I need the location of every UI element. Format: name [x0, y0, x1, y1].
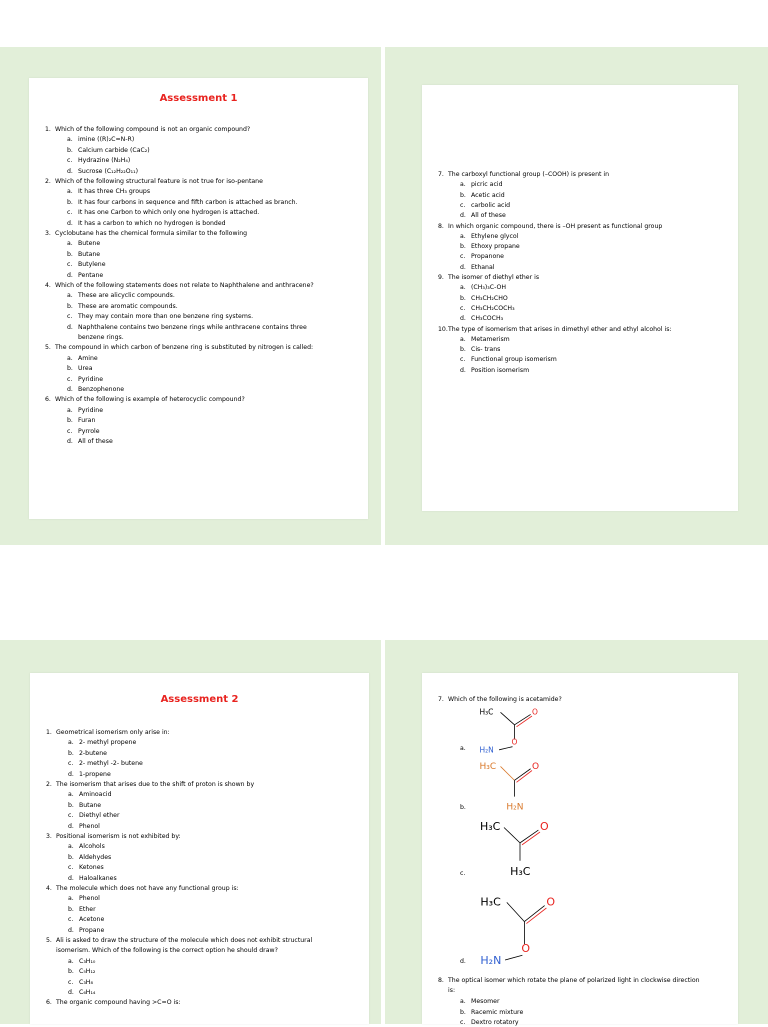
option-letter: b.: [67, 417, 73, 425]
double-bond-line: [517, 771, 533, 783]
double-bond-line: [526, 908, 546, 924]
option-letter: d.: [67, 438, 73, 445]
option-letter: b.: [68, 853, 74, 861]
bond-line: [501, 712, 515, 724]
option-item: [68, 968, 95, 976]
option-letter: c.: [460, 253, 466, 261]
methyl-label: H₃C: [510, 864, 531, 878]
option-text: It has four carbons in sequence and fifth carbon is attached as branch.: [78, 198, 298, 206]
question-body: The type of isomerism that arises in dimethyl ether and ethyl alcohol is:: [448, 325, 672, 333]
option-item: [67, 376, 103, 384]
question-text: [438, 171, 609, 179]
option-item: [68, 906, 96, 914]
methyl-label: H₃C: [479, 761, 497, 772]
amine-label: H₂N: [506, 802, 524, 813]
option-text: Butylene: [78, 261, 106, 269]
option-item: [68, 843, 105, 851]
amine-label: H₂N: [480, 954, 502, 967]
option-item: [460, 202, 510, 210]
option-text: Metamerism: [471, 335, 510, 343]
double-bond-line: [515, 714, 531, 724]
option-letter: d.: [67, 386, 73, 393]
question-text: [46, 833, 181, 841]
option-text: Dextro rotatory: [471, 1018, 519, 1026]
question-number: 4.: [45, 282, 51, 289]
option-item: [460, 315, 503, 323]
option-item: [460, 1009, 523, 1017]
option-letter: a.: [68, 843, 74, 851]
option-item: [67, 428, 100, 436]
assessment1-page2: [422, 85, 738, 511]
oxygen-label: O: [546, 895, 556, 909]
option-letter: d.: [67, 167, 73, 175]
option-text: carbolic acid: [471, 201, 511, 209]
option-item: [460, 243, 520, 251]
question-number: 4.: [46, 885, 52, 892]
option-text: picric acid: [471, 181, 503, 189]
option-text: Butene: [78, 240, 101, 248]
option-text: Ether: [79, 905, 96, 913]
option-item: [460, 356, 557, 364]
bond-line: [499, 747, 512, 750]
option-text: 2- methyl propene: [79, 739, 137, 747]
option-text: Ethanal: [471, 263, 495, 271]
option-letter: a.: [68, 895, 74, 903]
option-text: It has a carbon to which no hydrogen is bonded: [78, 219, 226, 227]
option-letter: b.: [67, 365, 73, 373]
option-item: [68, 916, 104, 924]
option-item: [68, 791, 112, 799]
option-text: All of these: [471, 212, 506, 220]
option-letter: a.: [67, 136, 73, 144]
question-body: The isomer of diethyl ether is: [448, 274, 540, 281]
question-number: 5.: [45, 344, 51, 352]
option-text: Aldehydes: [79, 853, 112, 861]
acetamide-candidate-structure: [476, 703, 546, 755]
option-item: [67, 147, 150, 155]
question-number: 1.: [46, 729, 52, 736]
double-bond-line: [522, 832, 540, 845]
question-text: [45, 282, 314, 290]
option-item: [68, 979, 93, 987]
option-text: Position isomerism: [471, 366, 530, 374]
option-letter: a.: [67, 406, 73, 414]
option-text: CH₃COCH₃: [471, 315, 504, 323]
question-body: The optical isomer which rotate the plane of polarized light in clockwise direction: [448, 977, 700, 984]
option-item: [68, 854, 111, 862]
option-text-continued: benzene rings.: [78, 334, 124, 341]
option-item: [460, 336, 510, 344]
option-item: [67, 303, 178, 311]
option-letter: c.: [67, 209, 73, 217]
question-text: [46, 937, 312, 945]
option-letter: d.: [68, 926, 74, 934]
option-item: [460, 284, 506, 292]
option-item: [67, 417, 95, 425]
option-item: [67, 261, 106, 269]
option-text: 2-butene: [79, 749, 107, 757]
option-text: Sucrose (C₁₂H₂₂O₁₁): [78, 167, 138, 175]
option-item: [67, 157, 130, 165]
question-text-continued: isomerism. Which of the following is the correct option he should draw?: [56, 947, 278, 955]
option-item: [460, 295, 508, 303]
question-body: Which of the following structural feature is not true for iso-pentane: [55, 178, 263, 185]
option-text: These are alicyclic compounds.: [78, 292, 175, 300]
bond-line: [505, 955, 522, 960]
option-item: [68, 802, 101, 810]
option-text: Butane: [78, 250, 101, 258]
option-letter: d.: [67, 271, 73, 279]
option-letter: c.: [68, 864, 74, 872]
question-text: [438, 223, 662, 231]
option-item: [68, 771, 111, 779]
option-text: These are aromatic compounds.: [78, 302, 178, 310]
double-bond-line: [515, 769, 531, 781]
option-item: [460, 305, 515, 313]
page-title: Assessment 1: [159, 93, 238, 104]
option-letter: d.: [68, 770, 74, 778]
option-letter: b.: [460, 294, 466, 302]
option-text: 2- methyl -2- butene: [79, 760, 143, 768]
option-text: Pyrrole: [78, 427, 100, 435]
option-letter: d.: [460, 212, 466, 220]
question-number: 3.: [46, 833, 52, 840]
oxygen-label: O: [540, 820, 549, 834]
option-letter: c.: [460, 201, 466, 209]
option-text: C₃H₈: [79, 978, 93, 986]
option-letter: c.: [68, 916, 74, 924]
bond-line: [504, 828, 520, 843]
option-item: [67, 168, 138, 176]
option-letter: d.: [67, 323, 73, 331]
option-letter: d.: [460, 366, 466, 374]
question-number: 8.: [438, 222, 444, 230]
option-text: Acetic acid: [471, 191, 505, 199]
option-text: It has one Carbon to which only one hydrogen is attached.: [78, 209, 260, 217]
question-body: The carboxyl functional group (–COOH) is present in: [448, 171, 610, 178]
option-letter: b.: [68, 968, 74, 976]
question-text: [45, 178, 263, 186]
option-text: Pentane: [78, 271, 104, 279]
option-text: Diethyl ether: [79, 812, 120, 820]
option-text: Furan: [78, 417, 96, 425]
question-number: 9.: [438, 274, 444, 281]
option-item: [67, 386, 124, 394]
question-number: 7.: [438, 696, 444, 703]
methyl-label: H₃C: [480, 895, 501, 909]
option-text: Phenol: [79, 895, 100, 903]
question-text: [45, 230, 247, 238]
option-letter: d.: [460, 315, 466, 323]
option-letter: b.: [460, 243, 466, 251]
option-item: [68, 864, 104, 872]
option-letter: d.: [68, 822, 74, 830]
molecule-option-letter: a.: [460, 745, 466, 752]
option-letter: b.: [460, 1008, 466, 1016]
option-item: [67, 313, 253, 321]
question-text: [46, 999, 181, 1007]
question-number: 2.: [45, 178, 51, 185]
option-letter: c.: [460, 1018, 466, 1026]
option-item: [67, 240, 100, 248]
question-text: [46, 885, 239, 893]
option-text: Racemic mixture: [471, 1008, 524, 1016]
option-text: It has three CH₃ groups: [78, 188, 151, 196]
option-text: Ethylene glycol: [471, 232, 519, 240]
double-bond-line: [520, 830, 538, 843]
option-letter: a.: [460, 181, 466, 189]
question-body: Ali is asked to draw the structure of the molecule which does not exhibit structural: [56, 937, 313, 944]
option-text: Acetone: [79, 916, 105, 924]
option-text: Propane: [79, 926, 105, 934]
option-text: Pyridine: [78, 375, 104, 383]
oxygen-label: O: [521, 942, 531, 955]
molecule-option-letter: b.: [460, 804, 466, 811]
bond-line: [501, 766, 515, 780]
option-item: [67, 438, 113, 446]
question-body: Positional isomerism is not exhibited by:: [56, 833, 181, 840]
option-letter: c.: [460, 304, 466, 312]
option-item: [460, 233, 518, 241]
option-item: [67, 251, 100, 259]
oxygen-label: O: [532, 707, 538, 717]
option-text: Pyridine: [78, 406, 104, 414]
option-item: [68, 812, 120, 820]
option-letter: b.: [68, 801, 74, 809]
option-letter: b.: [460, 191, 466, 199]
option-text: CH₃CH₂CHO: [471, 294, 508, 302]
question-body: Which of the following compound is not an organic compound?: [55, 126, 251, 133]
option-letter: c.: [68, 760, 74, 768]
option-item: [67, 209, 259, 217]
question-number: 8.: [438, 977, 444, 984]
molecule-option-letter: d.: [460, 958, 466, 965]
double-bond-line: [524, 906, 544, 922]
option-text: Calcium carbide (CaC₂): [78, 146, 150, 154]
option-letter: c.: [68, 812, 74, 820]
question-number: 6.: [45, 396, 51, 404]
option-letter: a.: [67, 188, 73, 196]
option-item: [68, 927, 104, 935]
option-text: Mesomer: [471, 998, 500, 1006]
methyl-label: H₃C: [480, 820, 501, 834]
option-text: C₆H₁₄: [79, 989, 96, 996]
option-letter: b.: [67, 146, 73, 154]
question-text: [45, 396, 245, 404]
question-body: The organic compound having >C=O is:: [56, 999, 181, 1007]
option-letter: a.: [460, 335, 466, 343]
molecule-option-letter: c.: [460, 870, 466, 877]
option-item: [67, 407, 103, 415]
option-text: Butane: [79, 801, 102, 809]
option-text: Ketones: [79, 864, 104, 872]
option-letter: c.: [67, 313, 73, 321]
option-text: Aminoacid: [79, 791, 112, 799]
question-number: 7.: [438, 171, 444, 178]
option-letter: b.: [460, 346, 466, 354]
option-item: [67, 188, 150, 196]
option-item: [68, 750, 107, 758]
question-number: 2.: [46, 781, 52, 788]
assessment1-page1: [29, 78, 368, 519]
question-number: 3.: [45, 230, 51, 237]
question-body: The compound in which carbon of benzene ring is substituted by nitrogen is called:: [55, 344, 314, 352]
double-bond-line: [517, 716, 533, 727]
option-text: Benzophenone: [78, 386, 125, 393]
option-letter: c.: [460, 356, 466, 364]
option-item: [67, 292, 175, 300]
option-text: All of these: [78, 438, 113, 445]
acetamide-candidate-structure: [476, 816, 556, 880]
option-text: Ethoxy propane: [471, 243, 520, 251]
question-number: 6.: [46, 999, 52, 1007]
option-letter: a.: [67, 292, 73, 300]
question-text-continued: is:: [448, 987, 456, 995]
option-letter: a.: [67, 354, 73, 362]
oxygen-label: O: [532, 761, 540, 772]
amine-label: H₂N: [479, 745, 494, 755]
acetamide-candidate-structure: [476, 888, 564, 968]
page-title: Assessment 2: [160, 694, 239, 705]
option-text: 1-propene: [79, 770, 111, 778]
option-letter: a.: [67, 240, 73, 248]
option-letter: a.: [460, 232, 466, 240]
option-letter: b.: [67, 198, 73, 206]
option-text: Phenol: [79, 822, 100, 830]
question-body: Cyclobutane has the chemical formula similar to the following: [55, 230, 248, 237]
methyl-label: H₃C: [479, 707, 494, 717]
question-text: [45, 126, 250, 134]
option-item: [68, 875, 117, 883]
option-text: Urea: [78, 365, 93, 373]
option-letter: a.: [68, 791, 74, 799]
option-item: [460, 253, 504, 261]
option-item: [460, 367, 529, 375]
option-letter: c.: [67, 375, 73, 383]
acetamide-candidate-structure: [476, 756, 546, 814]
question-text: [438, 326, 672, 334]
option-letter: c.: [67, 261, 73, 269]
option-letter: c.: [67, 157, 73, 165]
option-text: They may contain more than one benzene ring systems.: [78, 313, 254, 321]
question-text: [46, 781, 254, 789]
option-item: [68, 760, 143, 768]
assessment2-page1: [30, 673, 369, 1024]
option-item: [68, 989, 95, 997]
option-item: [460, 192, 505, 200]
option-item: [460, 264, 494, 272]
option-text: Cis- trans: [471, 346, 501, 354]
option-letter: b.: [68, 749, 74, 757]
option-letter: b.: [68, 905, 74, 913]
option-item: [67, 365, 93, 373]
option-letter: d.: [460, 263, 466, 271]
option-item: [68, 739, 136, 747]
option-letter: a.: [460, 284, 466, 292]
question-text: [438, 274, 539, 282]
question-body: Which of the following statements does not relate to Naphthalene and anthracene?: [55, 282, 314, 289]
option-letter: a.: [460, 998, 466, 1006]
option-item: [68, 895, 100, 903]
bond-line: [507, 902, 525, 921]
option-item: [67, 272, 103, 280]
option-letter: d.: [68, 874, 74, 882]
option-letter: c.: [67, 427, 73, 435]
option-item: [67, 324, 307, 332]
option-text: Alcohols: [79, 843, 105, 851]
assessment2-page2: [422, 673, 738, 1024]
option-text: C₅H₁₂: [79, 968, 96, 976]
option-letter: a.: [68, 739, 74, 747]
option-item: [460, 181, 503, 189]
option-item: [67, 220, 226, 228]
option-text: Naphthalene contains two benzene rings while anthracene contains three: [78, 323, 307, 331]
question-body: The molecule which does not have any functional group is:: [56, 885, 239, 892]
question-number: 1.: [45, 126, 51, 133]
question-number: 10.: [438, 325, 448, 333]
question-body: Which of the following is acetamide?: [448, 696, 562, 703]
oxygen-label: O: [511, 737, 518, 747]
option-letter: a.: [68, 957, 74, 965]
option-letter: b.: [67, 302, 73, 310]
option-text: Hydrazine (N₂H₄): [78, 157, 131, 165]
option-letter: d.: [67, 219, 73, 227]
option-text: Propanone: [471, 253, 504, 261]
option-item: [67, 199, 298, 207]
option-item: [460, 998, 500, 1006]
option-text: Functional group isomerism: [471, 356, 557, 364]
option-item: [67, 136, 134, 144]
option-item: [68, 958, 95, 966]
option-item: [68, 823, 100, 831]
question-text: [438, 977, 700, 985]
option-text: imine ((R)₂C=N-R): [78, 136, 135, 144]
option-text: Amine: [78, 354, 98, 362]
option-text: C₃H₁₀: [79, 957, 96, 965]
question-body: The isomerism that arises due to the shift of proton is shown by: [56, 781, 255, 788]
option-letter: b.: [67, 250, 73, 258]
option-text: (CH₃)₃C-OH: [471, 284, 507, 292]
question-body: Which of the following is example of heterocyclic compound?: [55, 396, 245, 404]
option-letter: d.: [68, 989, 74, 996]
question-body: In which organic compound, there is –OH present as functional group: [448, 222, 663, 230]
option-item: [460, 346, 500, 354]
option-text: Haloalkanes: [79, 874, 117, 882]
question-body: Geometrical isomerism only arise in:: [56, 729, 170, 736]
option-item: [460, 1019, 519, 1027]
option-item: [67, 355, 98, 363]
question-text: [45, 344, 313, 352]
option-item: [460, 212, 506, 220]
option-text: CH₃CH₂COCH₃: [471, 304, 515, 312]
question-number: 5.: [46, 937, 52, 944]
option-letter: c.: [68, 978, 74, 986]
question-text: [46, 729, 170, 737]
